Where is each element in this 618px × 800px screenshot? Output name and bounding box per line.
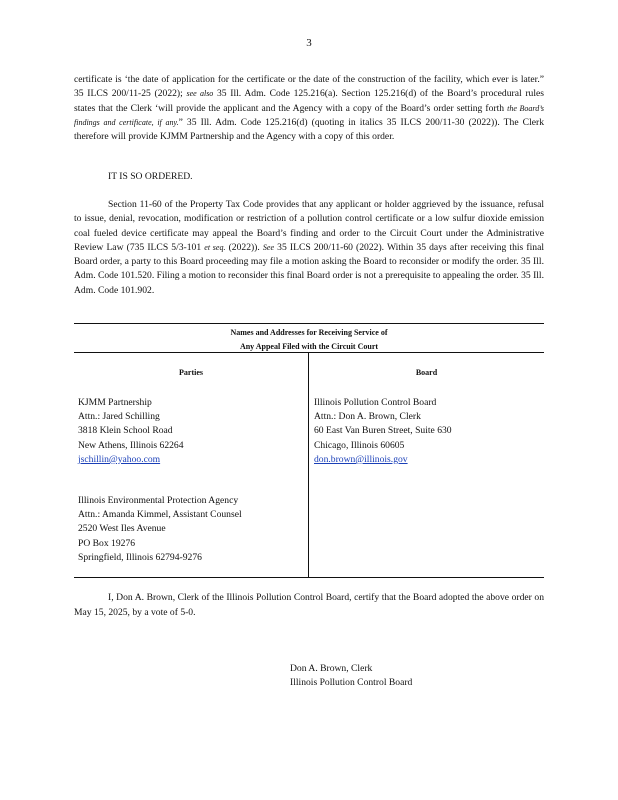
- so-ordered: IT IS SO ORDERED.: [108, 171, 193, 182]
- service-header-line1: Names and Addresses for Receiving Service of: [230, 328, 388, 337]
- paragraph-appeal-rights: [74, 198, 544, 298]
- party2-pobox: PO Box 19276: [78, 537, 136, 549]
- party1-attn: Attn.: Jared Schilling: [78, 411, 160, 423]
- paragraph-certificate-date: [74, 73, 544, 144]
- party-iepa-address: [78, 494, 242, 565]
- p1-text-c: ” 35 Ill. Adm. Code 125.216(d) (quoting in italics 35 ILCS 200/11-30 (2022)). The Clerk therefore will provide KJMM Partnership and the Agency with a copy of this order.: [74, 116, 545, 143]
- service-table-header: [74, 326, 544, 354]
- table-header-rule: [74, 352, 544, 353]
- p1-text-a: certificate is ‘the date of application for the certificate or the date of the construction of the facility, which ever is later.” 35 ILCS 200/11-25 (2022);: [74, 74, 544, 100]
- board-name: Illinois Pollution Control Board: [314, 397, 437, 408]
- p3-text-c: 35 ILCS 200/11-60 (2022). Within 35 days after receiving this final Board order, a party to this Board proceeding may file a motion asking the Board to reconsider or modify the order. 35 Ill. Adm. Code 101.520. Filing a motion to reconsider this final Board order is not a prerequisite to appealing the order. 35 Ill. Adm. Code 101.902.: [74, 241, 544, 296]
- party1-street: 3818 Klein School Road: [78, 425, 173, 437]
- p1-see-also: see also: [186, 89, 214, 99]
- clerk-certification: I, Don A. Brown, Clerk of the Illinois Pollution Control Board, certify that the Board adopted the above order on May 15, 2025, by a vote of 5-0.: [74, 592, 544, 618]
- party2-name: Illinois Environmental Protection Agency: [78, 495, 239, 506]
- p3-text-a: Section 11-60 of the Property Tax Code provides that any applicant or holder aggrieved by the issuance, refusal to issue, denial, revocation, modification or restriction of a pollution control certificate or a low sulfur dioxide emission coal fueled device certificate may appeal the Board’s finding and order to the Circuit Court under the Administrative Review Law (735 ILCS 5/3-101: [74, 199, 544, 253]
- board-email-link[interactable]: don.brown@illinois.gov: [314, 453, 408, 465]
- page-number: 3: [306, 37, 312, 49]
- table-column-divider: [308, 352, 309, 577]
- party2-street: 2520 West Iles Avenue: [78, 523, 166, 535]
- p1-text-b: 35 Ill. Adm. Code 125.216(a). Section 125.216(d) of the Board’s procedural rules states that the Clerk ‘will provide the applicant and the Agency with a copy of the Board’s order setting forth: [74, 88, 544, 114]
- signature-org: Illinois Pollution Control Board: [290, 677, 413, 689]
- party1-city: New Athens, Illinois 62264: [78, 439, 184, 451]
- signature-name: Don A. Brown, Clerk: [290, 663, 373, 674]
- signature-block: [290, 662, 412, 691]
- p3-text-b: (2022)).: [225, 241, 263, 253]
- party-kjmm-address: [78, 396, 184, 467]
- service-table: [74, 323, 544, 578]
- p3-see: See: [262, 242, 275, 252]
- board-city: Chicago, Illinois 60605: [314, 439, 405, 451]
- board-heading: Board: [415, 368, 438, 377]
- service-header-line2: Any Appeal Filed with the Circuit Court: [239, 342, 379, 351]
- party2-attn: Attn.: Amanda Kimmel, Assistant Counsel: [78, 509, 242, 521]
- party1-name: KJMM Partnership: [78, 397, 152, 408]
- p3-et-seq: et seq.: [204, 242, 226, 252]
- p1-italic-quote: the Board’s findings and certificate, if any.: [74, 103, 544, 127]
- board-address: [314, 396, 452, 467]
- board-street: 60 East Van Buren Street, Suite 630: [314, 425, 452, 437]
- party2-city: Springfield, Illinois 62794-9276: [78, 551, 202, 563]
- board-attn: Attn.: Don A. Brown, Clerk: [314, 411, 421, 423]
- party1-email-link[interactable]: jschillin@yahoo.com: [78, 453, 161, 465]
- parties-heading: Parties: [179, 368, 203, 377]
